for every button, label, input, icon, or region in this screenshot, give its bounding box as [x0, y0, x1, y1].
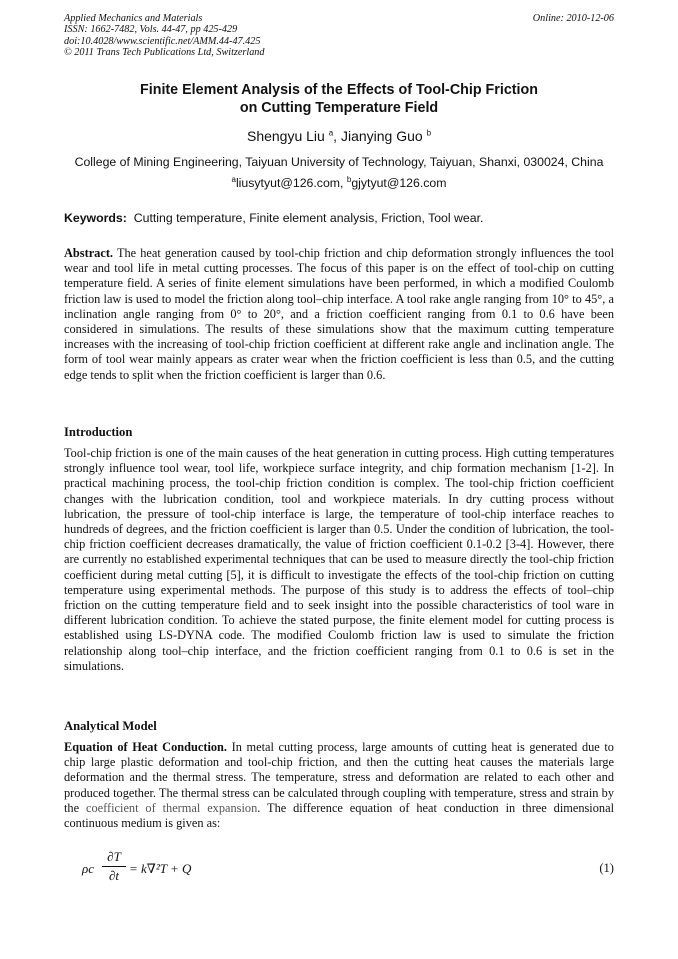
- title-line-2: on Cutting Temperature Field: [239, 100, 439, 116]
- analytical-model-heading: Analytical Model: [64, 719, 157, 733]
- copyright-line: © 2011 Trans Tech Publications Ltd, Switzerland: [64, 47, 265, 59]
- abstract-text: The heat generation caused by tool-chip friction and chip deformation strongly influences the tool wear and tool life in metal cutting processes. The focus of this paper is on the effect of tool-chip on cutting temperature field. A series of finite element simulations have been performed, in which a modified Coulomb friction law is used to model the friction along tool–chip interface. A tool rake angle ranging from 10° to 45°, a inclination angle ranging from 0° to 20°, and a friction coefficient ranging from 0.1 to 0.6 have been considered in simulations. The results of these simulations show that the maximum cutting temperature increases with the increasing of tool-chip friction coefficient at different rake angle and inclination angle. The form of tool wear mainly appears as crater wear when the friction coefficient is less than 0.5, and the cutting edge tends to split when the friction coefficient is larger than 0.6.: [64, 246, 614, 382]
- journal-header: [64, 13, 264, 59]
- equation-lhs: ρc: [82, 861, 95, 876]
- online-date: Online: 2010-12-06: [532, 13, 614, 24]
- fraction-bar: [102, 866, 126, 867]
- keywords: [64, 211, 483, 225]
- introduction-heading: Introduction: [64, 425, 133, 439]
- heat-conduction-text-a: In metal cutting process, large amounts of cutting heat is generated due to chip large plastic deformation and tool-chip friction, and then the cutting heat causes the materials large deformation and the thermal stress. The temperature, stress and deformation are related to each other and produced together. The thermal stress can be calculated through coupling with temperature, stress and strain by the: [64, 740, 614, 815]
- title-line-1: Finite Element Analysis of the Effects of Tool-Chip Friction: [140, 82, 538, 98]
- doi-line: doi:10.4028/www.scientific.net/AMM.44-47.425: [64, 35, 261, 47]
- journal-name: Applied Mechanics and Materials: [64, 13, 203, 24]
- heat-conduction-label: Equation of Heat Conduction.: [64, 740, 227, 754]
- equation-fraction: [102, 849, 126, 884]
- affiliation: College of Mining Engineering, Taiyuan University of Technology, Taiyuan, Shanxi, 030024, China: [74, 155, 604, 169]
- heat-conduction-paragraph: [64, 740, 614, 831]
- heat-conduction-link-text: coefficient of thermal expansion: [85, 800, 258, 815]
- author-1: Shengyu Liu: [246, 128, 325, 144]
- author-2-sup: b: [426, 128, 432, 138]
- email-2-sup: b: [346, 174, 352, 184]
- issn-line: ISSN: 1662-7482, Vols. 44-47, pp 425-429: [64, 24, 238, 36]
- email-2: gjytyut@126.com: [351, 176, 447, 190]
- author-1-sup: a: [328, 128, 334, 138]
- email-1-sup: a: [231, 174, 236, 184]
- heat-equation: [82, 849, 302, 889]
- email-1: liusytyut@126.com,: [235, 176, 347, 190]
- abstract: [64, 246, 614, 383]
- introduction-text: Tool-chip friction is one of the main causes of the heat generation in cutting process. High cutting temperatures strongly influence tool wear, tool life, workpiece surface integrity, and chip formation mechanism [1-2]. In practical machining process, the tool-chip friction condition is complex. The tool-chip friction coefficient changes with the lubrication condition, tool and workpiece materials. In dry cutting process without lubrication, the pressure of tool-chip interface is large, the temperature of tool-chip interface reaches to hundreds of degrees, and the friction coefficient is larger than 0.5. Under the condition of lubrication, the tool-chip friction coefficient decreases dramatically, the value of friction coefficient 0.1-0.2 [3-4]. However, there are currently no established experimental techniques that can be used to measure directly the tool-chip friction coefficient during metal cutting [5], it is difficult to investigate the effects of the tool-chip friction on cutting temperature using experimental methods. The purpose of this study is to address the effects of tool–chip friction on the cutting temperature field and to seek insight into the possible characteristics of tool ware in different lubrication condition. To achieve the stated purpose, the finite element model for cutting process is established using LS-DYNA code. The modified Coulomb friction law is used to simulate the friction relationship along tool–chip interface, and the friction coefficient ranging from 0.1 to 0.6 is set in the simulations.: [64, 446, 614, 673]
- author-separator: ,: [333, 128, 341, 144]
- equation-rhs: = k∇²T + Q: [129, 861, 192, 876]
- heat-conduction-text-b: . The difference equation of heat conduction in three dimensional continuous medium is given as:: [64, 800, 614, 831]
- equation-number: (1): [599, 861, 614, 875]
- abstract-label: Abstract.: [64, 246, 114, 260]
- paper-title: [40, 81, 638, 117]
- author-emails: [40, 176, 638, 190]
- equation-denominator: ∂t: [108, 868, 120, 883]
- author-2: Jianying Guo: [340, 128, 423, 144]
- equation-numerator: ∂T: [107, 849, 121, 864]
- keywords-text: Cutting temperature, Finite element analysis, Friction, Tool wear.: [133, 211, 484, 225]
- author-list: [40, 128, 638, 144]
- keywords-label: Keywords:: [64, 211, 127, 225]
